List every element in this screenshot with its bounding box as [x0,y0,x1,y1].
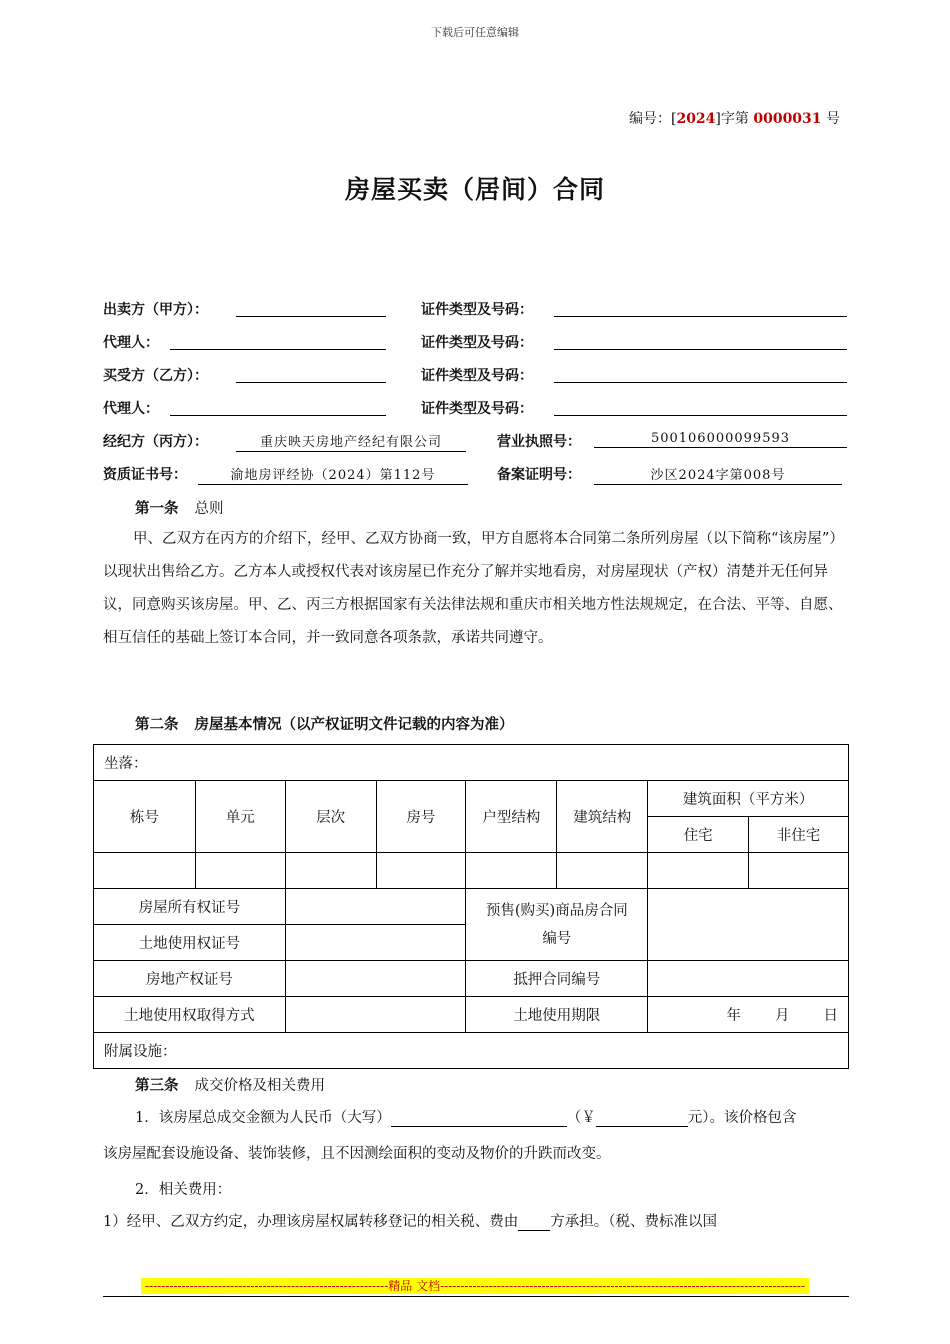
col-floor: 层次 [285,781,376,853]
footer-text: 精品 文档 [388,1279,441,1293]
cert-value: 渝地房评经协（2024）第112号 [198,464,468,485]
table-cell[interactable] [749,853,849,889]
footer-banner: ------------------------------------------------------------精品 文档------------------------------------------------------------------------------------------ [141,1278,809,1294]
seller-id-label: 证件类型及号码： [421,302,533,318]
land-term-label: 土地使用期限 [466,997,648,1033]
tax-party-field[interactable] [518,1214,550,1231]
seller-agent-field[interactable] [170,349,386,350]
land-cert-cell[interactable] [285,925,466,961]
table-cell[interactable] [648,853,749,889]
col-area-residential: 住宅 [648,817,749,853]
license-value: 500106000099593 [594,431,847,448]
seller-id-field[interactable] [554,316,847,317]
property-cert-cell[interactable] [285,961,466,997]
article1-heading: 第一条 总则 [135,501,224,517]
doc-serial: 0000031 [753,111,822,127]
article3-heading: 第三条 成交价格及相关费用 [135,1078,325,1094]
col-structure: 建筑结构 [557,781,648,853]
ownership-cert-label: 房屋所有权证号 [94,889,286,925]
price-words-field[interactable] [391,1110,567,1127]
buyer-field[interactable] [236,382,386,383]
price-number-field[interactable] [596,1110,688,1127]
table-cell[interactable] [376,853,466,889]
table-cell[interactable] [557,853,648,889]
seller-agent-label: 代理人： [103,335,159,351]
tax-line: 1）经甲、乙双方约定，办理该房屋权属转移登记的相关税、费由 方承担。（税、费标准以国 [103,1214,717,1230]
col-unit: 单元 [195,781,285,853]
page-title: 房屋买卖（居间）合同 [344,175,605,204]
header-note: 下载后可任意编辑 [431,26,519,39]
property-table [93,744,849,1069]
table-cell[interactable] [466,853,557,889]
col-room: 房号 [376,781,466,853]
broker-value: 重庆映天房地产经纪有限公司 [236,431,466,452]
record-value: 沙区2024字第008号 [594,464,842,485]
buyer-agent-label: 代理人： [103,401,159,417]
col-area-nonresidential: 非住宅 [749,817,849,853]
presale-contract-cell[interactable] [648,889,849,961]
buyer-agent-id-label: 证件类型及号码： [421,401,533,417]
price-line: 1．该房屋总成交金额为人民币（大写） （￥ 元）。该价格包含 [135,1110,797,1126]
mortgage-no-cell[interactable] [648,961,849,997]
col-area: 建筑面积（平方米） [648,781,849,817]
col-layout: 户型结构 [466,781,557,853]
seller-label: 出卖方（甲方）： [103,302,208,318]
mortgage-no-label: 抵押合同编号 [466,961,648,997]
table-cell[interactable] [285,853,376,889]
seller-field[interactable] [236,316,386,317]
footer-divider [103,1296,849,1297]
document-number: 编号：[2024]字第 0000031 号 [628,111,840,127]
buyer-id-field[interactable] [554,382,847,383]
facilities-cell[interactable]: 附属设施： [94,1033,849,1069]
buyer-agent-id-field[interactable] [554,415,847,416]
table-cell[interactable] [195,853,285,889]
seller-agent-id-field[interactable] [554,349,847,350]
buyer-agent-field[interactable] [170,415,386,416]
col-building: 栋号 [94,781,196,853]
location-cell[interactable]: 坐落： [94,745,849,781]
price-line-2: 该房屋配套设施设备、装饰装修，且不因测绘面积的变动及物价的升跌而改变。 [103,1146,611,1162]
fees-heading: 2．相关费用： [135,1182,232,1198]
license-label: 营业执照号： [497,434,581,450]
land-term-cell[interactable]: 年 月 日 [648,997,849,1033]
broker-label: 经纪方（丙方）： [103,434,208,450]
article1-body: 甲、乙双方在丙方的介绍下，经甲、乙双方协商一致，甲方自愿将本合同第二条所列房屋（以下简称“该房屋”）以现状出售给乙方。乙方本人或授权代表对该房屋已作充分了解并实地看房，对房屋现状（产权）清楚并无任何异议，同意购买该房屋。甲、乙、丙三方根据国家有关法律法规和重庆市相关地方性法规规定，在合法、平等、自愿、相互信任的基础上签订本合同，并一致同意各项条款，承诺共同遵守。 [103,531,844,646]
presale-contract-label: 预售(购买)商品房合同编号 [466,889,648,961]
land-cert-label: 土地使用权证号 [94,925,286,961]
table-cell[interactable] [94,853,196,889]
seller-agent-id-label: 证件类型及号码： [421,335,533,351]
ownership-cert-cell[interactable] [285,889,466,925]
cert-label: 资质证书号： [103,467,187,483]
doc-year: 2024 [676,111,716,127]
buyer-id-label: 证件类型及号码： [421,368,533,384]
land-acquire-cell[interactable] [285,997,466,1033]
buyer-label: 买受方（乙方）： [103,368,208,384]
record-label: 备案证明号： [497,467,581,483]
property-cert-label: 房地产权证号 [94,961,286,997]
article2-heading: 第二条 房屋基本情况（以产权证明文件记载的内容为准） [135,717,514,733]
land-acquire-label: 土地使用权取得方式 [94,997,286,1033]
